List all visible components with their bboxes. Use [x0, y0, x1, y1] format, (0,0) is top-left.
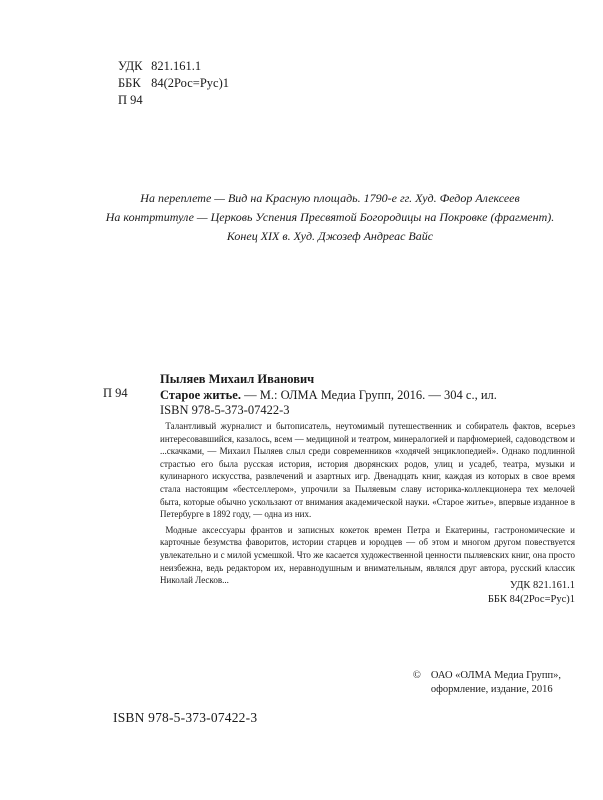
bottom-bbk: ББК 84(2Рос=Рус)1: [487, 594, 575, 605]
isbn-main: ISBN 978-5-373-07422-3: [113, 710, 258, 725]
author-code-top: П 94: [118, 93, 143, 107]
copyright-notice: [413, 669, 561, 697]
illustration-credits: [80, 189, 580, 246]
record-isbn: ISBN 978-5-373-07422-3: [160, 403, 290, 417]
copyright-line-1: ОАО «ОЛМА Медиа Групп»,: [430, 670, 561, 681]
bibliographic-record: [160, 372, 576, 418]
bottom-classification-codes: [488, 579, 575, 607]
bbk-value: 84(2Рос=Рус)1: [151, 76, 229, 90]
credits-line-3: Конец XIX в. Худ. Джозеф Андреас Вайс: [226, 229, 434, 243]
bottom-udk: УДК 821.161.1: [509, 580, 575, 591]
record-author-code: П 94: [103, 386, 128, 400]
udk-value: 821.161.1: [151, 59, 202, 73]
credits-line-2: На контртитуле — Церковь Успения Пресвятой Богородицы на Покровке (фрагмент).: [105, 210, 555, 224]
copyright-mark: ©: [412, 670, 421, 681]
classification-codes: [118, 58, 229, 109]
imprint: — М.: ОЛМА Медиа Групп, 2016. — 304 с., ил.: [244, 388, 497, 402]
author-name: Пыляев Михаил Иванович: [160, 372, 315, 386]
annotation-paragraph-1: Талантливый журналист и бытописатель, неутомимый путешественник и собиратель фактов, всерьез интересовавшийся, казалось, всем — медициной и театром, минералогией и парфюмерией, садоводством и ...скачками, — Михаил Пыляев слыл среди современников «ходячей энциклопедией». Однако подлинной страстью его была русская история, история дворянских родов, улиц и усадеб, театра, музыки и кулинарного искусства, развлечений и азартных игр. Двенадцать книг, каждая из которых в свое время стала настоящим «бестселлером», упрочили за Пыляевым славу историка-коллекционера тех мелочей быта, которые обычно ускользают от внимания академической науки. «Старое житье», впервые изданное в Петербурге в 1892 году, — одна из них.: [160, 421, 575, 520]
credits-line-1: На переплете — Вид на Красную площадь. 1790-е гг. Худ. Федор Алексеев: [140, 191, 520, 205]
title-line: [160, 388, 576, 403]
udk-row: [118, 58, 229, 75]
annotation-paragraph-2: Модные аксессуары франтов и записных кокеток времен Петра и Екатерины, гастрономические и карточные безумства фаворитов, истории старцев и юродцев — об этом и многом другом повествуется увлекательно и с милой усмешкой. Что же касается художественной ценности пыляевских книг, она просто неизбежна, ведь редактором их, неравнодушным и внимательным, являлся друг автора, русский классик Николай Лесков...: [160, 524, 575, 586]
copyright-line-2: оформление, издание, 2016: [430, 684, 553, 695]
bbk-row: [118, 75, 229, 92]
annotation: [160, 420, 575, 587]
book-title: Старое житье.: [160, 388, 241, 402]
udk-label: УДК: [118, 59, 143, 73]
bbk-label: ББК: [118, 76, 141, 90]
